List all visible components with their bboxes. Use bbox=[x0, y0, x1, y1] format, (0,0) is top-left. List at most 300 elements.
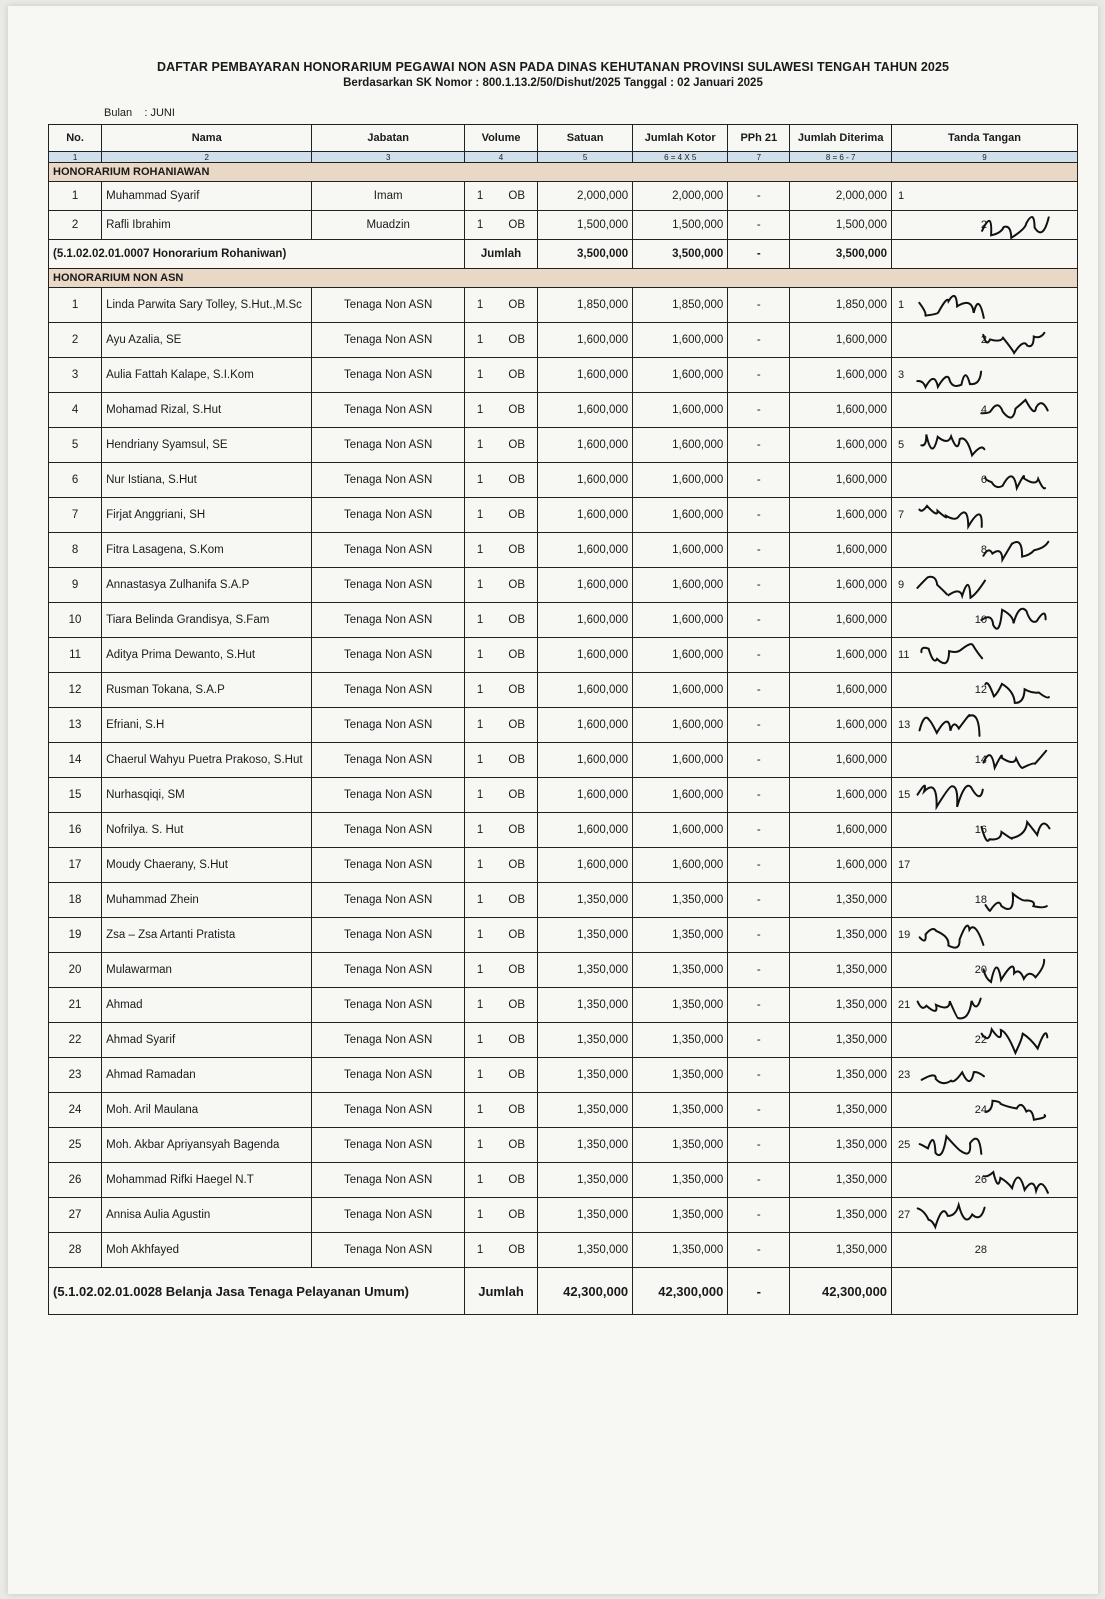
cell-tanda-tangan bbox=[892, 463, 1078, 498]
signature-number: 24 bbox=[974, 1104, 987, 1116]
cell-satuan: 1,350,000 bbox=[538, 953, 633, 988]
cell-jabatan: Tenaga Non ASN bbox=[312, 568, 465, 603]
cell-jabatan: Tenaga Non ASN bbox=[312, 393, 465, 428]
cell-nama: Annastasya Zulhanifa S.A.P bbox=[102, 568, 312, 603]
cell-tanda-tangan bbox=[892, 182, 1078, 211]
cell-pph21: - bbox=[728, 1163, 790, 1198]
signature-number: 20 bbox=[974, 964, 987, 976]
cell-volume bbox=[465, 988, 538, 1023]
cell-pph21: - bbox=[728, 988, 790, 1023]
table-row bbox=[49, 708, 1078, 743]
cell-jumlah-diterima: 1,600,000 bbox=[790, 428, 892, 463]
signature-scribble bbox=[912, 638, 992, 672]
volume-unit: OB bbox=[508, 404, 526, 416]
cell-volume bbox=[465, 708, 538, 743]
cell-no: 18 bbox=[49, 883, 102, 918]
cell-satuan: 1,500,000 bbox=[538, 211, 633, 240]
table-row bbox=[49, 323, 1078, 358]
cell-jumlah-diterima: 1,600,000 bbox=[790, 638, 892, 673]
volume-unit: OB bbox=[508, 544, 526, 556]
cell-satuan: 1,350,000 bbox=[538, 988, 633, 1023]
cell-satuan: 1,600,000 bbox=[538, 813, 633, 848]
column-number-row bbox=[49, 152, 1078, 163]
col-header-no: No. bbox=[49, 125, 102, 152]
cell-satuan: 1,350,000 bbox=[538, 1198, 633, 1233]
signature-number: 1 bbox=[898, 190, 905, 202]
cell-pph21: - bbox=[728, 358, 790, 393]
cell-jumlah-kotor: 1,350,000 bbox=[633, 1058, 728, 1093]
cell-jabatan: Tenaga Non ASN bbox=[312, 1023, 465, 1058]
cell-volume bbox=[465, 428, 538, 463]
col-number: 8 = 6 - 7 bbox=[790, 152, 892, 163]
signature-number: 11 bbox=[898, 649, 910, 661]
cell-jumlah-diterima: 1,350,000 bbox=[790, 1163, 892, 1198]
cell-pph21: - bbox=[728, 743, 790, 778]
cell-pph21: - bbox=[728, 603, 790, 638]
cell-tanda-tangan bbox=[892, 1233, 1078, 1268]
cell-tanda-tangan bbox=[892, 673, 1078, 708]
cell-jumlah-diterima: 1,350,000 bbox=[790, 1093, 892, 1128]
cell-tanda-tangan bbox=[892, 533, 1078, 568]
cell-tanda-tangan bbox=[892, 323, 1078, 358]
total-jumlah-label: Jumlah bbox=[465, 240, 538, 269]
cell-tanda-tangan bbox=[892, 988, 1078, 1023]
cell-no: 1 bbox=[49, 182, 102, 211]
signature-scribble bbox=[912, 1198, 992, 1232]
cell-jabatan: Tenaga Non ASN bbox=[312, 1093, 465, 1128]
cell-no: 28 bbox=[49, 1233, 102, 1268]
cell-jumlah-kotor: 1,600,000 bbox=[633, 428, 728, 463]
cell-satuan: 1,600,000 bbox=[538, 603, 633, 638]
cell-nama: Nurhasqiqi, SM bbox=[102, 778, 312, 813]
table-row bbox=[49, 813, 1078, 848]
volume-qty: 1 bbox=[476, 299, 484, 311]
volume-qty: 1 bbox=[476, 649, 484, 661]
volume-unit: OB bbox=[508, 1034, 526, 1046]
table-row bbox=[49, 953, 1078, 988]
cell-volume bbox=[465, 848, 538, 883]
cell-satuan: 1,600,000 bbox=[538, 393, 633, 428]
signature-scribble bbox=[912, 1058, 992, 1092]
signature-scribble bbox=[912, 358, 992, 392]
cell-no: 21 bbox=[49, 988, 102, 1023]
cell-nama: Annisa Aulia Agustin bbox=[102, 1198, 312, 1233]
cell-jabatan: Tenaga Non ASN bbox=[312, 708, 465, 743]
cell-satuan: 1,600,000 bbox=[538, 533, 633, 568]
signature-scribble bbox=[974, 1023, 1057, 1057]
signature-number: 19 bbox=[898, 929, 911, 941]
cell-no: 5 bbox=[49, 428, 102, 463]
cell-no: 14 bbox=[49, 743, 102, 778]
cell-satuan: 2,000,000 bbox=[538, 182, 633, 211]
volume-qty: 1 bbox=[476, 1174, 484, 1186]
cell-jabatan: Tenaga Non ASN bbox=[312, 323, 465, 358]
volume-qty: 1 bbox=[476, 1034, 484, 1046]
cell-satuan: 1,600,000 bbox=[538, 708, 633, 743]
cell-pph21: - bbox=[728, 708, 790, 743]
cell-jabatan: Tenaga Non ASN bbox=[312, 988, 465, 1023]
cell-nama: Moh Akhfayed bbox=[102, 1233, 312, 1268]
cell-tanda-tangan bbox=[892, 638, 1078, 673]
cell-volume bbox=[465, 918, 538, 953]
document-page bbox=[8, 6, 1098, 1594]
cell-jumlah-kotor: 1,600,000 bbox=[633, 498, 728, 533]
cell-jumlah-kotor: 1,500,000 bbox=[633, 211, 728, 240]
cell-jumlah-kotor: 1,600,000 bbox=[633, 603, 728, 638]
signature-scribble bbox=[974, 813, 1057, 847]
volume-unit: OB bbox=[508, 439, 526, 451]
cell-jabatan: Tenaga Non ASN bbox=[312, 673, 465, 708]
total-satuan: 3,500,000 bbox=[538, 240, 633, 269]
volume-qty: 1 bbox=[476, 999, 484, 1011]
cell-satuan: 1,350,000 bbox=[538, 1023, 633, 1058]
cell-satuan: 1,600,000 bbox=[538, 568, 633, 603]
cell-jumlah-diterima: 1,600,000 bbox=[790, 498, 892, 533]
total-account-label: (5.1.02.02.01.0007 Honorarium Rohaniwan) bbox=[49, 240, 465, 269]
cell-tanda-tangan bbox=[892, 358, 1078, 393]
cell-volume bbox=[465, 603, 538, 638]
cell-no: 10 bbox=[49, 603, 102, 638]
signature-scribble bbox=[912, 568, 992, 602]
cell-jabatan: Tenaga Non ASN bbox=[312, 1233, 465, 1268]
cell-no: 25 bbox=[49, 1128, 102, 1163]
table-row bbox=[49, 918, 1078, 953]
cell-satuan: 1,350,000 bbox=[538, 1058, 633, 1093]
col-header-jabatan: Jabatan bbox=[312, 125, 465, 152]
volume-unit: OB bbox=[508, 299, 526, 311]
col-header-volume: Volume bbox=[465, 125, 538, 152]
total-pph21: - bbox=[728, 240, 790, 269]
cell-nama: Rusman Tokana, S.A.P bbox=[102, 673, 312, 708]
cell-nama: Aditya Prima Dewanto, S.Hut bbox=[102, 638, 312, 673]
signature-number: 21 bbox=[898, 999, 911, 1011]
cell-nama: Moudy Chaerany, S.Hut bbox=[102, 848, 312, 883]
section-label: HONORARIUM NON ASN bbox=[49, 269, 1078, 288]
table-row bbox=[49, 393, 1078, 428]
cell-satuan: 1,600,000 bbox=[538, 358, 633, 393]
cell-pph21: - bbox=[728, 1093, 790, 1128]
cell-jumlah-kotor: 1,350,000 bbox=[633, 1233, 728, 1268]
cell-pph21: - bbox=[728, 673, 790, 708]
col-header-nama: Nama bbox=[102, 125, 312, 152]
signature-scribble bbox=[977, 323, 1057, 357]
volume-unit: OB bbox=[508, 1209, 526, 1221]
volume-unit: OB bbox=[508, 474, 526, 486]
cell-tanda-tangan bbox=[892, 288, 1078, 323]
volume-unit: OB bbox=[508, 334, 526, 346]
cell-volume bbox=[465, 498, 538, 533]
table-row bbox=[49, 358, 1078, 393]
cell-jumlah-diterima: 1,350,000 bbox=[790, 1128, 892, 1163]
cell-jumlah-kotor: 1,350,000 bbox=[633, 1093, 728, 1128]
cell-jabatan: Tenaga Non ASN bbox=[312, 288, 465, 323]
cell-volume bbox=[465, 813, 538, 848]
signature-scribble bbox=[974, 743, 1057, 777]
cell-tanda-tangan bbox=[892, 743, 1078, 778]
cell-jumlah-kotor: 1,600,000 bbox=[633, 848, 728, 883]
cell-jumlah-kotor: 1,600,000 bbox=[633, 673, 728, 708]
cell-jumlah-kotor: 1,600,000 bbox=[633, 638, 728, 673]
cell-tanda-tangan bbox=[892, 918, 1078, 953]
month-label: Bulan bbox=[104, 107, 133, 119]
cell-volume bbox=[465, 463, 538, 498]
cell-pph21: - bbox=[728, 778, 790, 813]
cell-pph21: - bbox=[728, 211, 790, 240]
signature-scribble bbox=[912, 778, 992, 812]
volume-unit: OB bbox=[508, 369, 526, 381]
cell-jumlah-kotor: 1,350,000 bbox=[633, 953, 728, 988]
cell-pph21: - bbox=[728, 288, 790, 323]
cell-pph21: - bbox=[728, 428, 790, 463]
total-satuan: 42,300,000 bbox=[538, 1268, 633, 1315]
cell-no: 17 bbox=[49, 848, 102, 883]
cell-volume bbox=[465, 393, 538, 428]
signature-scribble bbox=[977, 211, 1057, 240]
cell-volume bbox=[465, 743, 538, 778]
cell-jabatan: Tenaga Non ASN bbox=[312, 743, 465, 778]
cell-jumlah-diterima: 2,000,000 bbox=[790, 182, 892, 211]
cell-nama: Ayu Azalia, SE bbox=[102, 323, 312, 358]
signature-number: 26 bbox=[974, 1174, 987, 1186]
cell-nama: Mohamad Rizal, S.Hut bbox=[102, 393, 312, 428]
volume-qty: 1 bbox=[476, 1104, 484, 1116]
cell-jumlah-kotor: 1,600,000 bbox=[633, 358, 728, 393]
cell-no: 7 bbox=[49, 498, 102, 533]
cell-tanda-tangan bbox=[892, 1128, 1078, 1163]
signature-number: 1 bbox=[898, 299, 905, 311]
section-label: HONORARIUM ROHANIAWAN bbox=[49, 163, 1078, 182]
col-header-jumlah-kotor: Jumlah Kotor bbox=[633, 125, 728, 152]
volume-qty: 1 bbox=[476, 824, 484, 836]
cell-jabatan: Tenaga Non ASN bbox=[312, 778, 465, 813]
cell-nama: Hendriany Syamsul, SE bbox=[102, 428, 312, 463]
col-header-satuan: Satuan bbox=[538, 125, 633, 152]
volume-unit: OB bbox=[508, 1244, 526, 1256]
cell-no: 23 bbox=[49, 1058, 102, 1093]
volume-unit: OB bbox=[508, 1139, 526, 1151]
volume-unit: OB bbox=[508, 824, 526, 836]
signature-number: 8 bbox=[980, 544, 987, 556]
cell-jumlah-kotor: 1,600,000 bbox=[633, 568, 728, 603]
cell-jumlah-diterima: 1,600,000 bbox=[790, 533, 892, 568]
cell-no: 1 bbox=[49, 288, 102, 323]
cell-jabatan: Tenaga Non ASN bbox=[312, 603, 465, 638]
cell-pph21: - bbox=[728, 498, 790, 533]
cell-volume bbox=[465, 533, 538, 568]
volume-unit: OB bbox=[508, 789, 526, 801]
cell-satuan: 1,600,000 bbox=[538, 498, 633, 533]
volume-qty: 1 bbox=[476, 579, 484, 591]
cell-jumlah-kotor: 1,350,000 bbox=[633, 1163, 728, 1198]
cell-jumlah-kotor: 2,000,000 bbox=[633, 182, 728, 211]
table-row bbox=[49, 883, 1078, 918]
volume-qty: 1 bbox=[476, 219, 484, 231]
volume-unit: OB bbox=[508, 684, 526, 696]
cell-tanda-tangan bbox=[892, 883, 1078, 918]
cell-satuan: 1,350,000 bbox=[538, 1233, 633, 1268]
cell-no: 8 bbox=[49, 533, 102, 568]
col-header-jumlah-diterima: Jumlah Diterima bbox=[790, 125, 892, 152]
cell-jabatan: Tenaga Non ASN bbox=[312, 1128, 465, 1163]
cell-satuan: 1,600,000 bbox=[538, 428, 633, 463]
cell-jumlah-kotor: 1,350,000 bbox=[633, 883, 728, 918]
cell-volume bbox=[465, 1023, 538, 1058]
cell-jumlah-diterima: 1,600,000 bbox=[790, 568, 892, 603]
month-line bbox=[104, 107, 175, 119]
table-row bbox=[49, 1093, 1078, 1128]
volume-qty: 1 bbox=[476, 1139, 484, 1151]
col-number: 2 bbox=[102, 152, 312, 163]
cell-pph21: - bbox=[728, 953, 790, 988]
cell-jabatan: Tenaga Non ASN bbox=[312, 918, 465, 953]
cell-pph21: - bbox=[728, 883, 790, 918]
col-number: 5 bbox=[538, 152, 633, 163]
cell-jumlah-kotor: 1,350,000 bbox=[633, 918, 728, 953]
volume-unit: OB bbox=[508, 1174, 526, 1186]
signature-scribble bbox=[974, 1163, 1057, 1197]
volume-qty: 1 bbox=[476, 509, 484, 521]
cell-tanda-tangan bbox=[892, 393, 1078, 428]
volume-qty: 1 bbox=[476, 789, 484, 801]
column-header-row bbox=[49, 125, 1078, 152]
cell-no: 16 bbox=[49, 813, 102, 848]
total-pph21: - bbox=[728, 1268, 790, 1315]
signature-number: 14 bbox=[974, 754, 987, 766]
cell-satuan: 1,850,000 bbox=[538, 288, 633, 323]
total-row bbox=[49, 240, 1078, 269]
cell-pph21: - bbox=[728, 1128, 790, 1163]
cell-nama: Efriani, S.H bbox=[102, 708, 312, 743]
volume-qty: 1 bbox=[476, 369, 484, 381]
cell-no: 13 bbox=[49, 708, 102, 743]
cell-volume bbox=[465, 1058, 538, 1093]
cell-pph21: - bbox=[728, 182, 790, 211]
table-row bbox=[49, 1023, 1078, 1058]
cell-volume bbox=[465, 883, 538, 918]
cell-jumlah-diterima: 1,600,000 bbox=[790, 778, 892, 813]
signature-number: 23 bbox=[898, 1069, 911, 1081]
cell-jumlah-kotor: 1,600,000 bbox=[633, 393, 728, 428]
document-subtitle: Berdasarkan SK Nomor : 800.1.13.2/50/Dishut/2025 Tanggal : 02 Januari 2025 bbox=[343, 77, 763, 89]
cell-tanda-tangan bbox=[892, 813, 1078, 848]
cell-jabatan: Tenaga Non ASN bbox=[312, 428, 465, 463]
cell-nama: Zsa – Zsa Artanti Pratista bbox=[102, 918, 312, 953]
volume-unit: OB bbox=[508, 859, 526, 871]
cell-pph21: - bbox=[728, 1023, 790, 1058]
cell-nama: Nofrilya. S. Hut bbox=[102, 813, 312, 848]
signature-scribble bbox=[974, 603, 1057, 637]
cell-tanda-tangan bbox=[892, 1058, 1078, 1093]
cell-pph21: - bbox=[728, 533, 790, 568]
cell-jumlah-diterima: 1,350,000 bbox=[790, 883, 892, 918]
cell-jumlah-diterima: 1,350,000 bbox=[790, 918, 892, 953]
cell-jumlah-diterima: 1,350,000 bbox=[790, 953, 892, 988]
signature-number: 27 bbox=[898, 1209, 911, 1221]
cell-nama: Tiara Belinda Grandisya, S.Fam bbox=[102, 603, 312, 638]
cell-satuan: 1,350,000 bbox=[538, 1128, 633, 1163]
signature-scribble bbox=[912, 708, 992, 742]
table-row bbox=[49, 743, 1078, 778]
table-row bbox=[49, 1233, 1078, 1268]
col-number: 9 bbox=[892, 152, 1078, 163]
cell-jumlah-kotor: 1,600,000 bbox=[633, 813, 728, 848]
cell-nama: Ahmad Syarif bbox=[102, 1023, 312, 1058]
cell-no: 15 bbox=[49, 778, 102, 813]
cell-volume bbox=[465, 1093, 538, 1128]
cell-nama: Muhammad Zhein bbox=[102, 883, 312, 918]
cell-pph21: - bbox=[728, 918, 790, 953]
cell-tanda-tangan bbox=[892, 708, 1078, 743]
cell-volume bbox=[465, 288, 538, 323]
total-signature-blank bbox=[892, 240, 1078, 269]
cell-no: 2 bbox=[49, 323, 102, 358]
table-row bbox=[49, 463, 1078, 498]
signature-number: 12 bbox=[974, 684, 987, 696]
month-value: : JUNI bbox=[144, 107, 175, 119]
volume-qty: 1 bbox=[476, 1244, 484, 1256]
cell-satuan: 1,600,000 bbox=[538, 743, 633, 778]
cell-jumlah-kotor: 1,600,000 bbox=[633, 708, 728, 743]
table-row bbox=[49, 778, 1078, 813]
table-row bbox=[49, 988, 1078, 1023]
cell-pph21: - bbox=[728, 1233, 790, 1268]
volume-qty: 1 bbox=[476, 754, 484, 766]
section-header-rohaniawan bbox=[49, 163, 1078, 182]
cell-jabatan: Tenaga Non ASN bbox=[312, 638, 465, 673]
cell-no: 20 bbox=[49, 953, 102, 988]
cell-jumlah-diterima: 1,600,000 bbox=[790, 813, 892, 848]
cell-volume bbox=[465, 182, 538, 211]
cell-jumlah-kotor: 1,350,000 bbox=[633, 1023, 728, 1058]
cell-no: 3 bbox=[49, 358, 102, 393]
cell-jumlah-diterima: 1,850,000 bbox=[790, 288, 892, 323]
cell-no: 26 bbox=[49, 1163, 102, 1198]
total-jumlah-diterima: 3,500,000 bbox=[790, 240, 892, 269]
signature-scribble bbox=[912, 428, 992, 462]
cell-volume bbox=[465, 1233, 538, 1268]
cell-jumlah-diterima: 1,350,000 bbox=[790, 1023, 892, 1058]
total-signature-blank bbox=[892, 1268, 1078, 1315]
cell-tanda-tangan bbox=[892, 498, 1078, 533]
cell-tanda-tangan bbox=[892, 211, 1078, 240]
signature-scribble bbox=[912, 288, 992, 322]
cell-no: 24 bbox=[49, 1093, 102, 1128]
cell-no: 19 bbox=[49, 918, 102, 953]
cell-satuan: 1,600,000 bbox=[538, 323, 633, 358]
volume-qty: 1 bbox=[476, 1209, 484, 1221]
cell-volume bbox=[465, 673, 538, 708]
volume-unit: OB bbox=[508, 579, 526, 591]
cell-satuan: 1,600,000 bbox=[538, 463, 633, 498]
volume-qty: 1 bbox=[476, 964, 484, 976]
cell-no: 4 bbox=[49, 393, 102, 428]
total-jumlah-kotor: 3,500,000 bbox=[633, 240, 728, 269]
cell-jumlah-diterima: 1,350,000 bbox=[790, 1058, 892, 1093]
cell-pph21: - bbox=[728, 813, 790, 848]
volume-unit: OB bbox=[508, 894, 526, 906]
total-jumlah-diterima: 42,300,000 bbox=[790, 1268, 892, 1315]
cell-nama: Muhammad Syarif bbox=[102, 182, 312, 211]
signature-scribble bbox=[974, 953, 1057, 987]
cell-pph21: - bbox=[728, 323, 790, 358]
volume-qty: 1 bbox=[476, 894, 484, 906]
table-row bbox=[49, 603, 1078, 638]
table-row bbox=[49, 288, 1078, 323]
cell-nama: Mulawarman bbox=[102, 953, 312, 988]
cell-volume bbox=[465, 358, 538, 393]
cell-pph21: - bbox=[728, 1058, 790, 1093]
cell-jabatan: Tenaga Non ASN bbox=[312, 1198, 465, 1233]
